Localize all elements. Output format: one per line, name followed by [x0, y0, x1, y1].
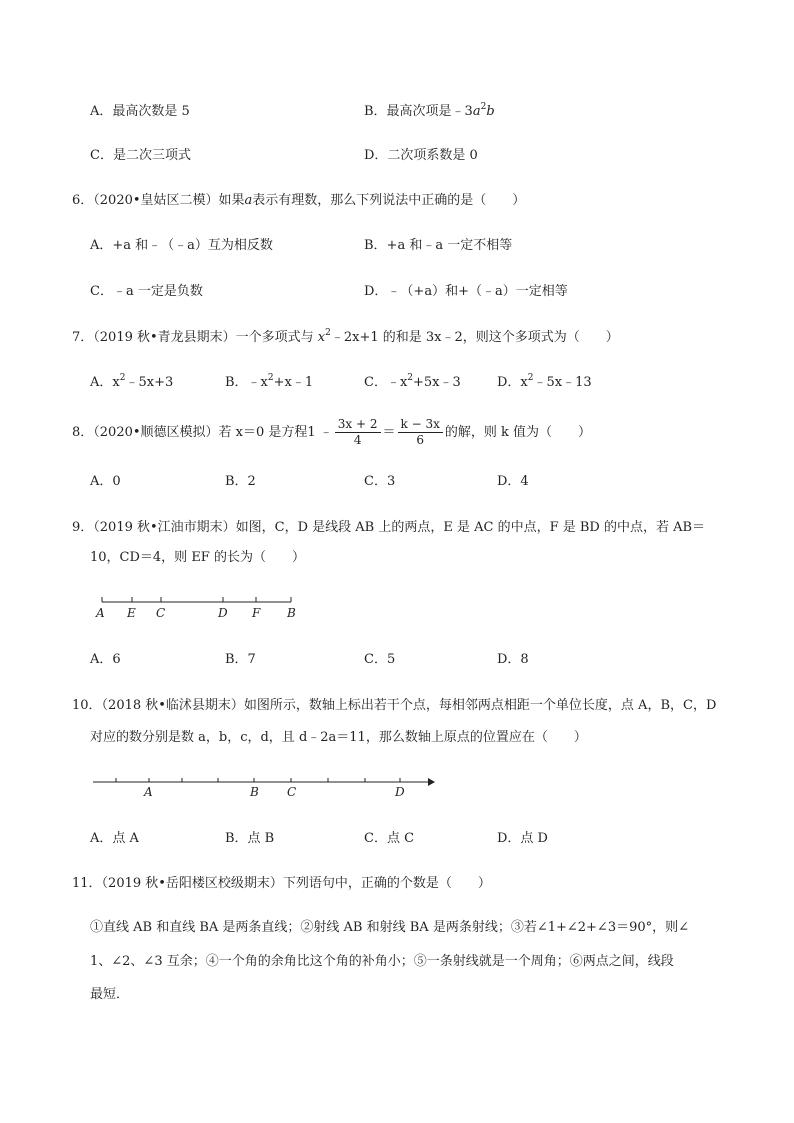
q8-fraction-1-numerator: 3x + 2 [335, 417, 381, 433]
q8-stem [72, 416, 591, 450]
q9-stem-line-2: 10，CD＝4，则 EF 的长为（ ） [90, 550, 305, 565]
q8-option-d: D．4 [497, 474, 529, 489]
q7-option-d-post: ﹣5x﹣13 [533, 375, 592, 390]
point-label-e: E [127, 606, 136, 620]
q10-option-d: D．点 D [497, 831, 548, 846]
q8-fraction-1-denominator: 4 [353, 433, 362, 447]
nl-label-d: D [395, 785, 405, 799]
q7-stem-pre: 7．（2019 秋•青龙县期末）一个多项式与 [72, 330, 318, 345]
point-label-d: D [218, 606, 228, 620]
q6-option-d: D．﹣（+a）和+（﹣a）一定相等 [364, 284, 568, 299]
nl-label-c: C [287, 785, 297, 799]
q8-option-b: B．2 [225, 474, 256, 489]
q10-option-a: A．点 A [90, 831, 139, 846]
q7-option-b-exp: 2 [267, 373, 274, 383]
q8-fraction-1 [335, 417, 381, 448]
q5-option-b-var: a [472, 104, 481, 119]
q7-option-c-pre: C．﹣x [364, 375, 408, 390]
q9-stem-line-1: 9．（2019 秋•江油市期末）如图，C，D 是线段 AB 上的两点，E 是 AC 的中点，F 是 BD 的中点，若 AB＝ [72, 520, 706, 535]
q10-option-b: B．点 B [225, 831, 275, 846]
q11-statements-line-1: ①直线 AB 和直线 BA 是两条直线；②射线 AB 和射线 BA 是两条射线；③若∠1+∠2+∠3＝90°，则∠ [90, 920, 690, 935]
q5-option-a: A．最高次数是 5 [90, 104, 190, 119]
q6-stem-var: a [244, 193, 253, 208]
point-label-f: F [252, 606, 261, 620]
q11-statements-line-3: 最短． [90, 987, 130, 1002]
q8-option-a: A．0 [90, 474, 121, 489]
q5-option-b-text: B．最高次项是﹣3 [364, 104, 473, 119]
q7-option-d [497, 373, 592, 393]
q11-statements-line-2: 1、∠2、∠3 互余；④一个角的余角比这个角的补角小；⑤一条射线就是一个周角；⑥两点之间，线段 [90, 954, 674, 969]
q5-option-d: D．二次项系数是 0 [364, 148, 478, 163]
point-label-a: A [96, 606, 105, 620]
q8-stem-pre: 8．（2020•顺德区模拟）若 x＝0 是方程1 ﹣ [72, 425, 333, 440]
q7-option-c-exp: 2 [407, 373, 414, 383]
q6-stem [72, 191, 525, 211]
q8-option-c: C．3 [364, 474, 396, 489]
q8-stem-post: 的解，则 k 值为（ ） [444, 425, 592, 440]
point-label-b: B [287, 606, 296, 620]
q7-stem [72, 328, 619, 348]
q8-fraction-2-denominator: 6 [416, 433, 425, 447]
q10-stem-line-2: 对应的数分别是数 a，b，c，d，且 d﹣2a＝11，那么数轴上原点的位置应在（ ） [90, 730, 587, 745]
nl-label-b: B [250, 785, 259, 799]
q5-option-b [364, 102, 495, 122]
q6-option-c: C．﹣a 一定是负数 [90, 284, 203, 299]
q5-option-b-exp: 2 [480, 102, 487, 112]
q10-option-c: C．点 C [364, 831, 415, 846]
q7-option-a-exp: 2 [119, 373, 126, 383]
q7-stem-exp: 2 [325, 328, 331, 338]
q11-stem: 11．（2019 秋•岳阳楼区校级期末）下列语句中，正确的个数是（ ） [72, 876, 491, 891]
q7-option-b [225, 373, 313, 393]
nl-label-a: A [144, 785, 153, 799]
q7-option-c-post: +5x﹣3 [413, 375, 461, 390]
q8-fraction-2 [398, 417, 443, 448]
q5-option-c: C．是二次三项式 [90, 148, 191, 163]
q7-stem-mid: ﹣2x+1 的和是 3x﹣2，则这个多项式为（ ） [330, 330, 619, 345]
q9-option-c: C．5 [364, 652, 396, 667]
q7-option-b-post: +x﹣1 [273, 375, 314, 390]
q7-option-d-exp: 2 [527, 373, 534, 383]
q7-option-a-post: ﹣5x+3 [125, 375, 174, 390]
q9-option-b: B．7 [225, 652, 256, 667]
q7-option-a-pre: A．x [90, 375, 120, 390]
q6-option-a: A．+a 和﹣（﹣a）互为相反数 [90, 238, 273, 253]
q6-stem-pre: 6．（2020•皇姑区二模）如果 [72, 193, 245, 208]
q8-fraction-2-numerator: k − 3x [398, 417, 443, 433]
q6-stem-post: 表示有理数，那么下列说法中正确的是（ ） [252, 193, 526, 208]
q6-option-b: B．+a 和﹣a 一定不相等 [364, 238, 513, 253]
q10-number-line [90, 772, 440, 792]
q7-option-b-pre: B．﹣x [225, 375, 268, 390]
number-line-arrow-icon [428, 778, 435, 786]
q10-stem-line-1: 10．（2018 秋•临沭县期末）如图所示，数轴上标出若干个点，每相邻两点相距一个单位长度，点 A，B，C，D [72, 698, 717, 713]
q7-option-c [364, 373, 461, 393]
q9-option-a: A．6 [90, 652, 121, 667]
q5-option-b-post: b [486, 104, 495, 119]
q7-stem-x: x [317, 330, 326, 345]
q8-equals: ＝ [382, 425, 396, 440]
q7-option-d-pre: D．x [497, 375, 528, 390]
point-label-c: C [156, 606, 166, 620]
q7-option-a [90, 373, 173, 393]
q9-option-d: D．8 [497, 652, 529, 667]
q9-segment-figure [90, 592, 310, 628]
